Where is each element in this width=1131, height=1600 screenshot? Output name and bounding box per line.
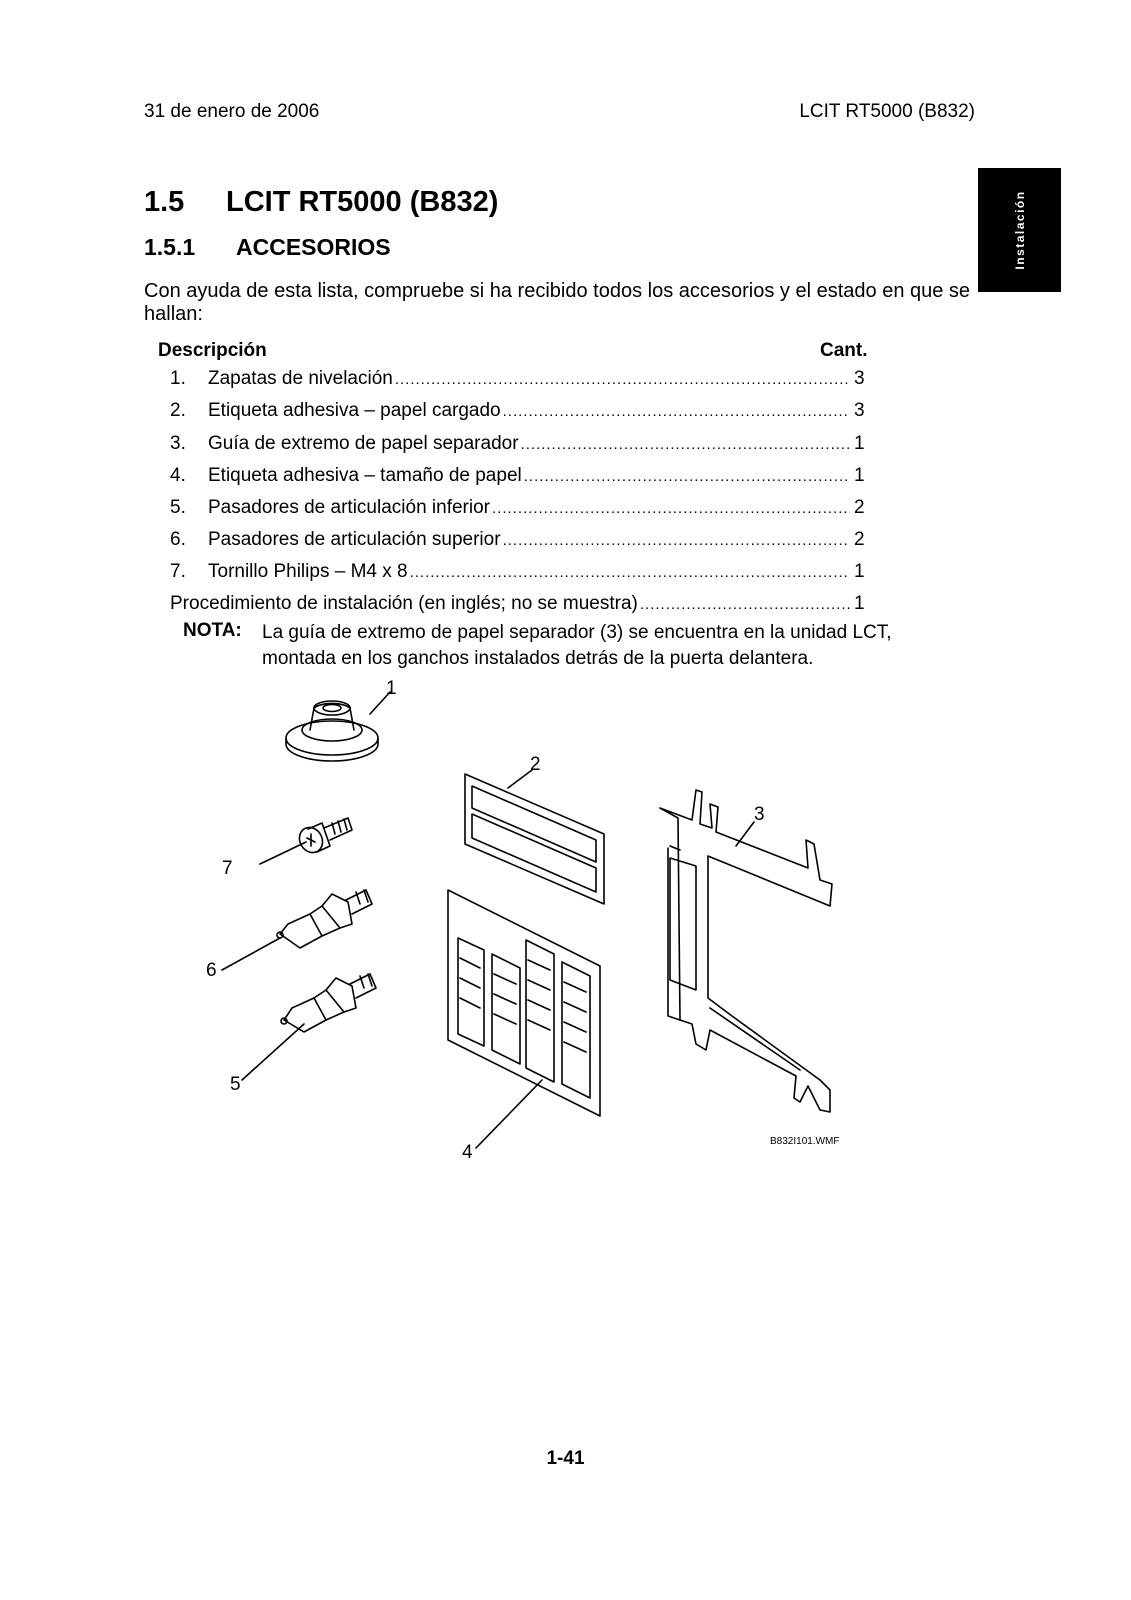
upper-hinge-pin-illustration — [277, 890, 372, 948]
column-header-description: Descripción — [158, 340, 267, 361]
header-date: 31 de enero de 2006 — [144, 101, 320, 122]
item-label: Pasadores de articulación inferior — [208, 497, 490, 518]
leader-dots — [521, 436, 850, 453]
leader-dots — [524, 468, 850, 485]
list-item-extra — [170, 593, 880, 619]
item-number: 1. — [170, 368, 186, 389]
leader-dots — [503, 403, 850, 420]
callout-1: 1 — [386, 678, 397, 699]
side-tab — [978, 168, 1061, 292]
item-label: Guía de extremo de papel separador — [208, 433, 519, 454]
header-model: LCIT RT5000 (B832) — [799, 101, 975, 122]
callout-2: 2 — [530, 754, 541, 775]
callout-7: 7 — [222, 858, 233, 879]
item-label: Procedimiento de instalación (en inglés; no se muestra) — [170, 593, 638, 614]
item-quantity: 2 — [854, 529, 865, 550]
item-label: Etiqueta adhesiva – papel cargado — [208, 400, 501, 421]
item-number: 4. — [170, 465, 186, 486]
list-item — [170, 400, 880, 426]
leader-dots — [503, 532, 850, 549]
list-item — [170, 529, 880, 555]
note-label: NOTA: — [183, 620, 242, 641]
list-item — [170, 561, 880, 587]
item-quantity: 1 — [854, 561, 865, 582]
item-label: Pasadores de articulación superior — [208, 529, 501, 550]
item-label: Etiqueta adhesiva – tamaño de papel — [208, 465, 522, 486]
item-number: 7. — [170, 561, 186, 582]
side-tab-label: Instalación — [1012, 190, 1027, 270]
item-quantity: 1 — [854, 593, 865, 614]
callout-6: 6 — [206, 960, 217, 981]
item-number: 6. — [170, 529, 186, 550]
leader-dots — [492, 500, 850, 517]
philips-screw-illustration — [295, 818, 352, 857]
page-number: 1-41 — [546, 1448, 585, 1469]
paper-loaded-decal-illustration — [465, 774, 604, 904]
item-quantity: 2 — [854, 497, 865, 518]
callout-3: 3 — [754, 804, 765, 825]
item-label: Zapatas de nivelación — [208, 368, 393, 389]
list-item — [170, 465, 880, 491]
section-title: LCIT RT5000 (B832) — [226, 186, 499, 218]
leveling-foot-illustration — [286, 701, 378, 761]
intro-paragraph: Con ayuda de esta lista, compruebe si ha recibido todos los accesorios y el estado en que se hallan: — [144, 280, 971, 325]
item-quantity: 1 — [854, 465, 865, 486]
leader-dots — [410, 564, 850, 581]
note-text: La guía de extremo de papel separador (3) se encuentra en la unidad LCT, montada en los ganchos instalados detrás de la puerta delantera. — [262, 622, 892, 669]
accessories-figure — [180, 678, 880, 1178]
callout-5: 5 — [230, 1074, 241, 1095]
list-item — [170, 433, 880, 459]
item-number: 3. — [170, 433, 186, 454]
item-quantity: 3 — [854, 400, 865, 421]
leader-dots — [640, 596, 850, 613]
end-guide-illustration — [660, 790, 832, 1112]
item-number: 5. — [170, 497, 186, 518]
lower-hinge-pin-illustration — [281, 974, 376, 1032]
item-quantity: 1 — [854, 433, 865, 454]
paper-size-decal-illustration — [448, 890, 600, 1116]
leader-dots — [395, 371, 850, 388]
list-item — [170, 497, 880, 523]
subsection-number: 1.5.1 — [144, 234, 196, 260]
subsection-title: ACCESORIOS — [236, 234, 391, 260]
list-item — [170, 368, 880, 394]
section-number: 1.5 — [144, 186, 185, 218]
callout-4: 4 — [462, 1142, 473, 1163]
column-header-quantity: Cant. — [820, 340, 868, 361]
item-quantity: 3 — [854, 368, 865, 389]
item-label: Tornillo Philips – M4 x 8 — [208, 561, 408, 582]
figure-id: B832I101.WMF — [770, 1136, 840, 1147]
item-number: 2. — [170, 400, 186, 421]
